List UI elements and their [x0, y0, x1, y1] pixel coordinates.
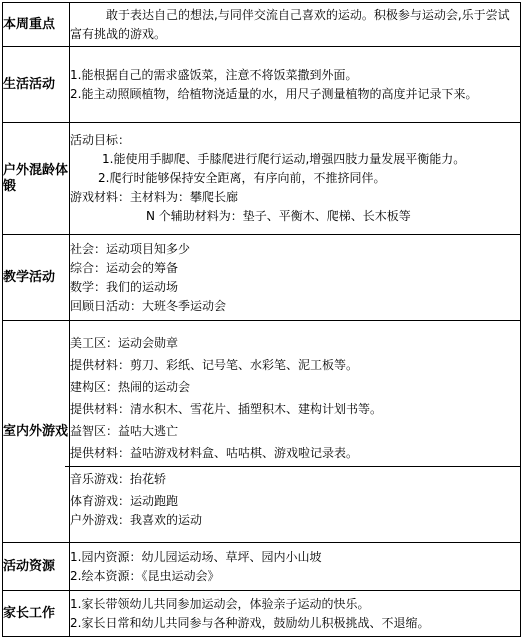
row-life — [3, 47, 521, 123]
content-teaching — [70, 235, 521, 321]
indoor-games-section — [65, 466, 520, 530]
outdoor-goal-2: 2.爬行时能够保持安全距离，有序向前，不推挤同伴。 — [98, 171, 386, 185]
indoor-outdoor-game: 户外游戏：我喜欢的运动 — [70, 512, 203, 527]
content-life — [70, 47, 521, 123]
resources-line-1: 1.园内资源：幼儿园运动场、草坪、园内小山坡 — [70, 549, 322, 564]
weekly-plan-table — [2, 2, 521, 637]
resources-line-2: 2.绘本资源：《昆虫运动会》 — [70, 568, 220, 583]
teaching-item: 数学：我们的运动场 — [70, 279, 179, 294]
row-indoor — [3, 321, 521, 543]
outdoor-goal-title: 活动目标： — [70, 133, 131, 147]
parents-line-2: 2.家长日常和幼儿共同参与各种游戏，鼓励幼儿积极挑战、不退缩。 — [70, 615, 430, 630]
life-line-1: 1.能根据自己的需求盛饭菜，注意不将饭菜撒到外面。 — [70, 67, 358, 82]
label-outdoor: 户外混龄体锻 — [3, 123, 70, 235]
outdoor-materials-aux: N 个辅助材料为：垫子、平衡木、爬梯、长木板等 — [146, 209, 411, 223]
content-focus — [70, 3, 521, 47]
outdoor-materials-main: 游戏材料：主材料为：攀爬长廊 — [70, 190, 239, 204]
life-line-2: 2.能主动照顾植物，给植物浇适量的水，用尺子测量植物的高度并记录下来。 — [70, 86, 478, 101]
parents-line-1: 1.家长带领幼儿共同参加运动会，体验亲子运动的快乐。 — [70, 596, 370, 611]
row-focus — [3, 3, 521, 47]
indoor-art-area: 美工区：运动会勋章 — [70, 335, 179, 350]
row-outdoor — [3, 123, 521, 235]
outdoor-goal-1: 1.能使用手脚爬、手膝爬进行爬行运动,增强四肢力量发展平衡能力。 — [102, 152, 466, 166]
indoor-art-materials: 提供材料：剪刀、彩纸、记号笔、水彩笔、泥工板等。 — [70, 357, 359, 372]
label-teaching: 教学活动 — [3, 235, 70, 321]
indoor-build-materials: 提供材料：清水积木、雪花片、插塑积木、建构计划书等。 — [70, 401, 383, 416]
indoor-sports-game: 体育游戏：运动跑跑 — [70, 493, 179, 508]
content-resources — [70, 543, 521, 591]
indoor-music-game: 音乐游戏：抬花轿 — [70, 471, 167, 486]
label-indoor: 室内外游戏 — [3, 321, 70, 543]
label-focus: 本周重点 — [3, 3, 70, 47]
row-teaching — [3, 235, 521, 321]
indoor-puzzle-materials: 提供材料：益咕游戏材料盒、咕咕棋、游戏啦记录表。 — [70, 445, 359, 460]
focus-text: 敢于表达自己的想法,与同伴交流自己喜欢的运动。积极参与运动会,乐于尝试富有挑战的游戏。 — [70, 7, 510, 41]
content-outdoor — [70, 123, 521, 235]
indoor-puzzle-area: 益智区：益咕大逃亡 — [70, 423, 179, 438]
content-parents — [70, 591, 521, 637]
label-parents: 家长工作 — [3, 591, 70, 637]
row-parents — [3, 591, 521, 637]
teaching-item: 社会：运动项目知多少 — [70, 241, 191, 256]
teaching-item: 回顾日活动：大班冬季运动会 — [70, 298, 227, 313]
label-life: 生活活动 — [3, 47, 70, 123]
content-indoor — [70, 321, 521, 543]
indoor-build-area: 建构区：热闹的运动会 — [70, 379, 191, 394]
row-resources — [3, 543, 521, 591]
teaching-item: 综合：运动会的筹备 — [70, 260, 179, 275]
label-resources: 活动资源 — [3, 543, 70, 591]
